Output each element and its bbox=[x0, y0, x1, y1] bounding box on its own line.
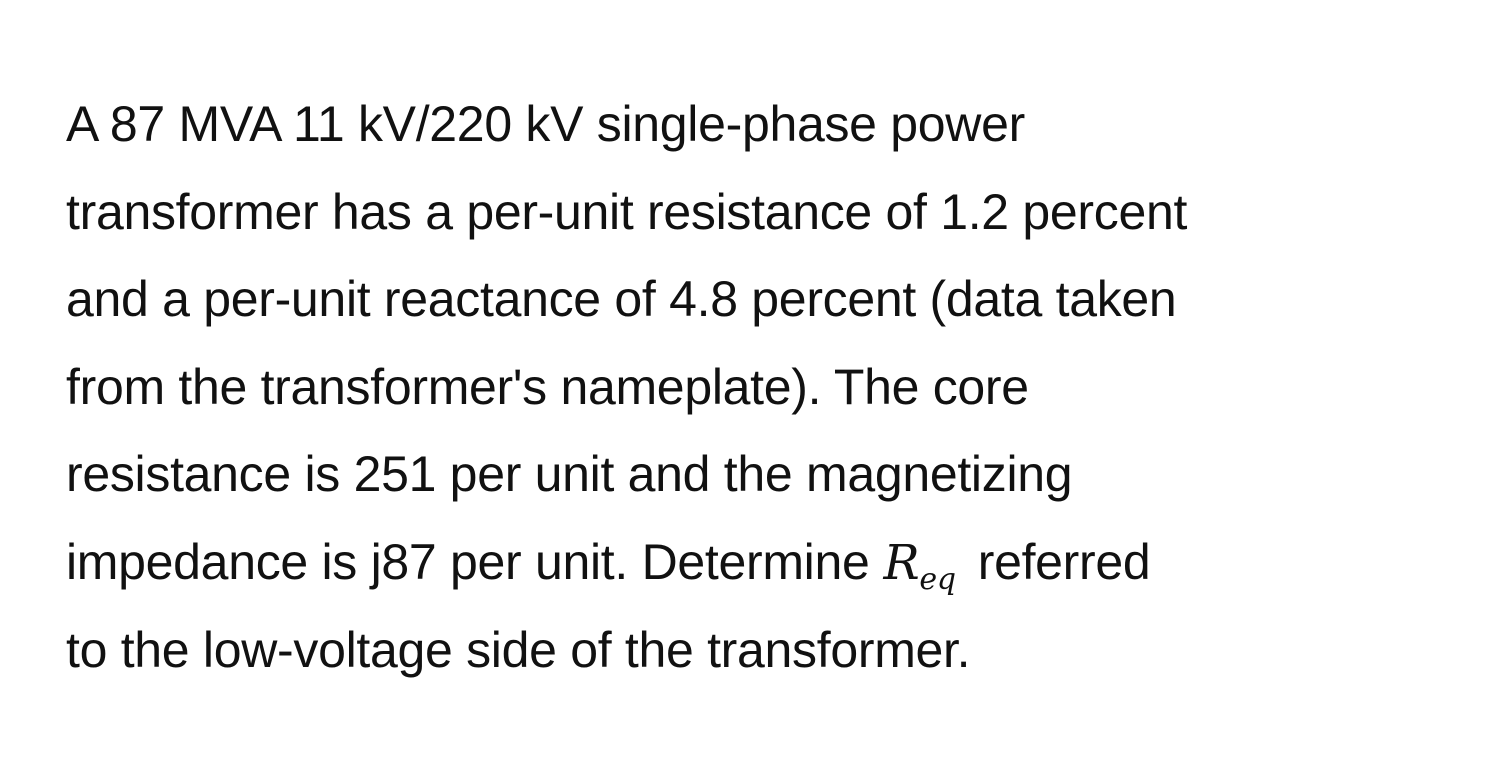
problem-text: referred bbox=[977, 533, 1151, 590]
problem-statement bbox=[66, 81, 1446, 695]
problem-line: from the transformer's nameplate). The core bbox=[66, 358, 1029, 415]
problem-text: impedance is j87 per unit. Determine bbox=[66, 533, 870, 590]
problem-line bbox=[66, 519, 1446, 608]
problem-line: and a per-unit reactance of 4.8 percent (data taken bbox=[66, 271, 1177, 327]
problem-line: to the low-voltage side of the transformer. bbox=[66, 622, 971, 678]
problem-line: transformer has a per-unit resistance of 1.2 percent bbox=[66, 183, 1188, 240]
math-symbol: R bbox=[883, 534, 920, 591]
math-subscript: eq bbox=[919, 561, 956, 597]
problem-line: resistance is 251 per unit and the magnetizing bbox=[66, 446, 1073, 502]
math-expression bbox=[883, 534, 956, 597]
problem-line: A 87 MVA 11 kV/220 kV single-phase power bbox=[66, 96, 1025, 152]
